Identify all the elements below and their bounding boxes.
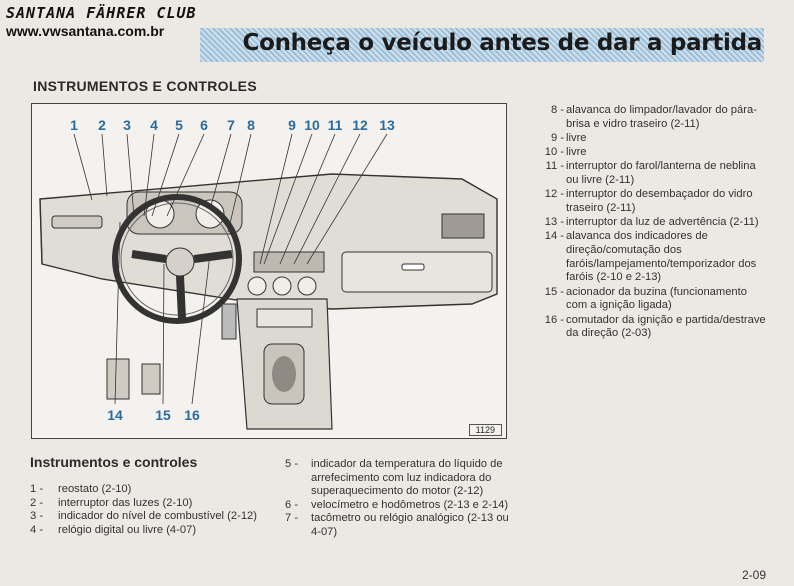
list-item (520, 188, 768, 215)
item-text: interruptor da luz de advertência (2-11) (566, 216, 759, 229)
list-item (30, 483, 270, 497)
item-number: 10 - (544, 146, 564, 159)
item-text: interruptor do desembaçador do vidro traseiro (2-11) (566, 188, 753, 214)
list-item (285, 512, 515, 539)
item-text: interruptor do farol/lanterna de neblina ou livre (2-11) (566, 160, 756, 187)
list-item (285, 458, 515, 499)
list-item (30, 524, 270, 538)
item-text: alavanca do limpador/lavador do pára-brisa e vidro traseiro (2-11) (566, 104, 757, 130)
item-number: 4 - (30, 523, 44, 536)
item-text: indicador da temperatura do líquido de arrefecimento com luz indicadora do superaquecimento do motor (2-12) (311, 458, 503, 497)
club-logo-text: SANTANA FÄHRER CLUB (6, 4, 197, 22)
list-item (285, 499, 515, 513)
page-number: 2-09 (741, 568, 766, 582)
item-number: 5 - (285, 458, 299, 470)
callout-14: 14 (107, 407, 123, 423)
dashboard-drawing (32, 104, 506, 438)
item-number: 3 - (30, 510, 44, 522)
callout-16: 16 (184, 407, 200, 423)
item-text: indicador do nível de combustível (2-12) (58, 510, 257, 522)
callout-10: 10 (304, 117, 320, 133)
item-number: 1 - (30, 483, 44, 495)
callout-15: 15 (155, 407, 171, 423)
callout-2: 2 (98, 117, 106, 133)
item-number: 12 - (544, 188, 564, 201)
callout-8: 8 (247, 117, 255, 133)
subsection-title: Instrumentos e controles (30, 454, 198, 470)
item-text: alavanca dos indicadores de direção/comutação dos faróis/lampejamento/temporizador dos faróis (2-10 e 2-13) (566, 230, 757, 284)
list-item (520, 286, 768, 313)
callout-11: 11 (327, 117, 343, 133)
dashboard-illustration (31, 103, 507, 439)
item-number: 11 - (545, 160, 564, 173)
list-item (520, 230, 768, 285)
item-text: tacômetro ou relógio analógico (2-13 ou 4-07) (311, 512, 509, 538)
list-item (520, 216, 768, 230)
item-text: livre (566, 146, 587, 159)
item-number: 8 - (550, 104, 564, 116)
left-item-list (30, 483, 270, 537)
item-text: relógio digital ou livre (4-07) (58, 523, 197, 536)
center-item-list (285, 458, 515, 539)
item-number: 2 - (30, 496, 44, 509)
item-text: interruptor das luzes (2-10) (58, 496, 193, 509)
item-text: comutador da ignição e partida/destrave da direção (2-03) (566, 313, 766, 340)
list-item (520, 104, 768, 131)
right-item-list (520, 104, 768, 341)
item-number: 6 - (285, 498, 299, 511)
item-number: 9 - (550, 131, 564, 144)
callout-3: 3 (123, 117, 131, 133)
callout-5: 5 (175, 117, 183, 133)
item-number: 7 - (285, 512, 299, 524)
list-item (520, 132, 768, 146)
item-number: 16 - (544, 313, 564, 326)
section-title: INSTRUMENTOS E CONTROLES (33, 78, 257, 94)
item-number: 15 - (544, 285, 564, 298)
site-url: www.vwsantana.com.br (6, 23, 165, 39)
page-title: Conheça o veículo antes de dar a partida (242, 30, 762, 56)
callout-9: 9 (288, 117, 296, 133)
item-text: acionador da buzina (funcionamento com a ignição ligada) (566, 285, 747, 312)
item-text: reostato (2-10) (58, 483, 132, 495)
callout-7: 7 (227, 117, 235, 133)
callout-6: 6 (200, 117, 208, 133)
callout-13: 13 (379, 117, 395, 133)
item-number: 13 - (544, 216, 564, 229)
item-text: livre (566, 131, 587, 144)
list-item (30, 510, 270, 524)
callout-1: 1 (70, 117, 78, 133)
callout-4: 4 (150, 117, 158, 133)
list-item (520, 314, 768, 341)
list-item (30, 497, 270, 511)
item-text: velocímetro e hodômetros (2-13 e 2-14) (311, 498, 509, 511)
list-item (520, 146, 768, 160)
figure-number: 1129 (469, 424, 502, 436)
item-number: 14 - (544, 230, 564, 243)
callout-12: 12 (352, 117, 368, 133)
list-item (520, 160, 768, 187)
